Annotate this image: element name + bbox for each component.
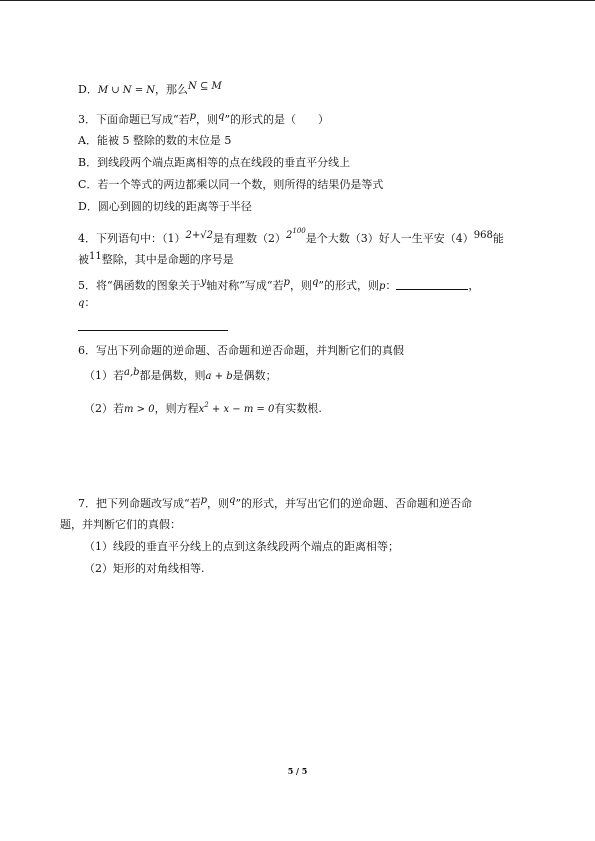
answer-blank-q[interactable] [78, 330, 228, 331]
question-5-line-1 [78, 276, 479, 294]
text: （2）若 [84, 402, 124, 415]
math: q [78, 298, 85, 309]
math: y [200, 277, 207, 288]
math: q [311, 277, 319, 288]
math: 2+√2 [185, 230, 213, 241]
text: ，则 [289, 279, 312, 292]
text: 整除，其中是命题的序号是 [101, 253, 234, 266]
question-4-line-1 [78, 224, 504, 246]
text: ”的形式，并写出它们的逆命题、否命题和逆否命 [235, 497, 473, 510]
text: ，则方程 [154, 402, 199, 415]
text: 都是偶数，则 [139, 369, 206, 382]
math: a,b [124, 367, 140, 378]
question-7-line-2: 题，并判断它们的真假： [60, 518, 181, 531]
math: N ⊆ M [188, 81, 222, 92]
text: ，那么 [155, 83, 189, 96]
text: 是偶数； [232, 369, 277, 382]
top-border [0, 0, 595, 1]
math: p [283, 277, 290, 288]
math: 11 [89, 251, 102, 262]
math-base: x [198, 404, 205, 415]
question-3-stem [78, 110, 329, 127]
question-6-part-2 [84, 398, 322, 417]
option-d-previous [78, 80, 222, 98]
question-3-option-c: C．若一个等式的两边都乘以同一个数，则所得的结果仍是等式 [78, 178, 384, 191]
math: M ∪ N = N [97, 85, 156, 96]
text: 7．把下列命题改写成“若 [78, 497, 201, 510]
text: 有实数根. [274, 402, 322, 415]
text: 5．将“偶函数的图象关于 [78, 279, 201, 292]
text: ，则 [207, 497, 230, 510]
text: 4．下列语句中：（1） [78, 232, 186, 245]
math: p [189, 111, 197, 122]
math: m > 0 [124, 404, 155, 415]
text: 是个大数（3）好人一生平安（4） [305, 232, 474, 245]
math [285, 227, 306, 241]
text: 是有理数（2） [212, 232, 286, 245]
question-7-part-2: （2）矩形的对角线相等. [84, 562, 205, 575]
math [198, 401, 275, 415]
text: ”的形式，则 [318, 279, 379, 292]
math: p [200, 495, 208, 506]
question-6-part-1 [84, 366, 277, 384]
text: ，则 [196, 113, 219, 126]
question-7-line-1 [78, 494, 472, 511]
question-3-option-b: B．到线段两个端点距离相等的点在线段的垂直平分线上 [78, 156, 351, 169]
text: ： [385, 279, 397, 292]
answer-blank-p[interactable] [396, 279, 468, 290]
math-base: 2 [285, 230, 293, 241]
text: 3．下面命题已写成“若 [78, 113, 190, 126]
question-4-line-2 [78, 250, 234, 267]
question-7-part-1: （1）线段的垂直平分线上的点到这条线段两个端点的距离相等； [84, 540, 399, 553]
text: （1）若 [84, 369, 124, 382]
question-3-option-a: A．能被 5 整除的数的末位是 5 [78, 134, 232, 147]
math: q [218, 111, 225, 122]
page-number: 5 / 5 [287, 766, 308, 776]
text: ”的形式的是（ ） [224, 113, 330, 126]
question-6-stem: 6．写出下列命题的逆命题、否命题和逆否命题，并判断它们的真假 [78, 344, 404, 357]
question-5-line-2 [78, 296, 95, 311]
text: ： [84, 296, 96, 309]
math: q [229, 495, 236, 506]
text: D． [78, 83, 98, 96]
math: p [378, 281, 386, 292]
text: 被 [78, 253, 89, 266]
question-3-option-d: D．圆心到圆的切线的距离等于半径 [78, 200, 252, 213]
math: 968 [473, 230, 493, 241]
math-rest: + x − m = 0 [211, 404, 275, 415]
math: a + b [205, 371, 233, 382]
text: 轴对称”写成“若 [206, 279, 284, 292]
math-exponent: 2 [204, 401, 209, 409]
math-exponent: 100 [292, 227, 306, 235]
text: ， [468, 279, 480, 292]
text: 能 [492, 232, 504, 245]
